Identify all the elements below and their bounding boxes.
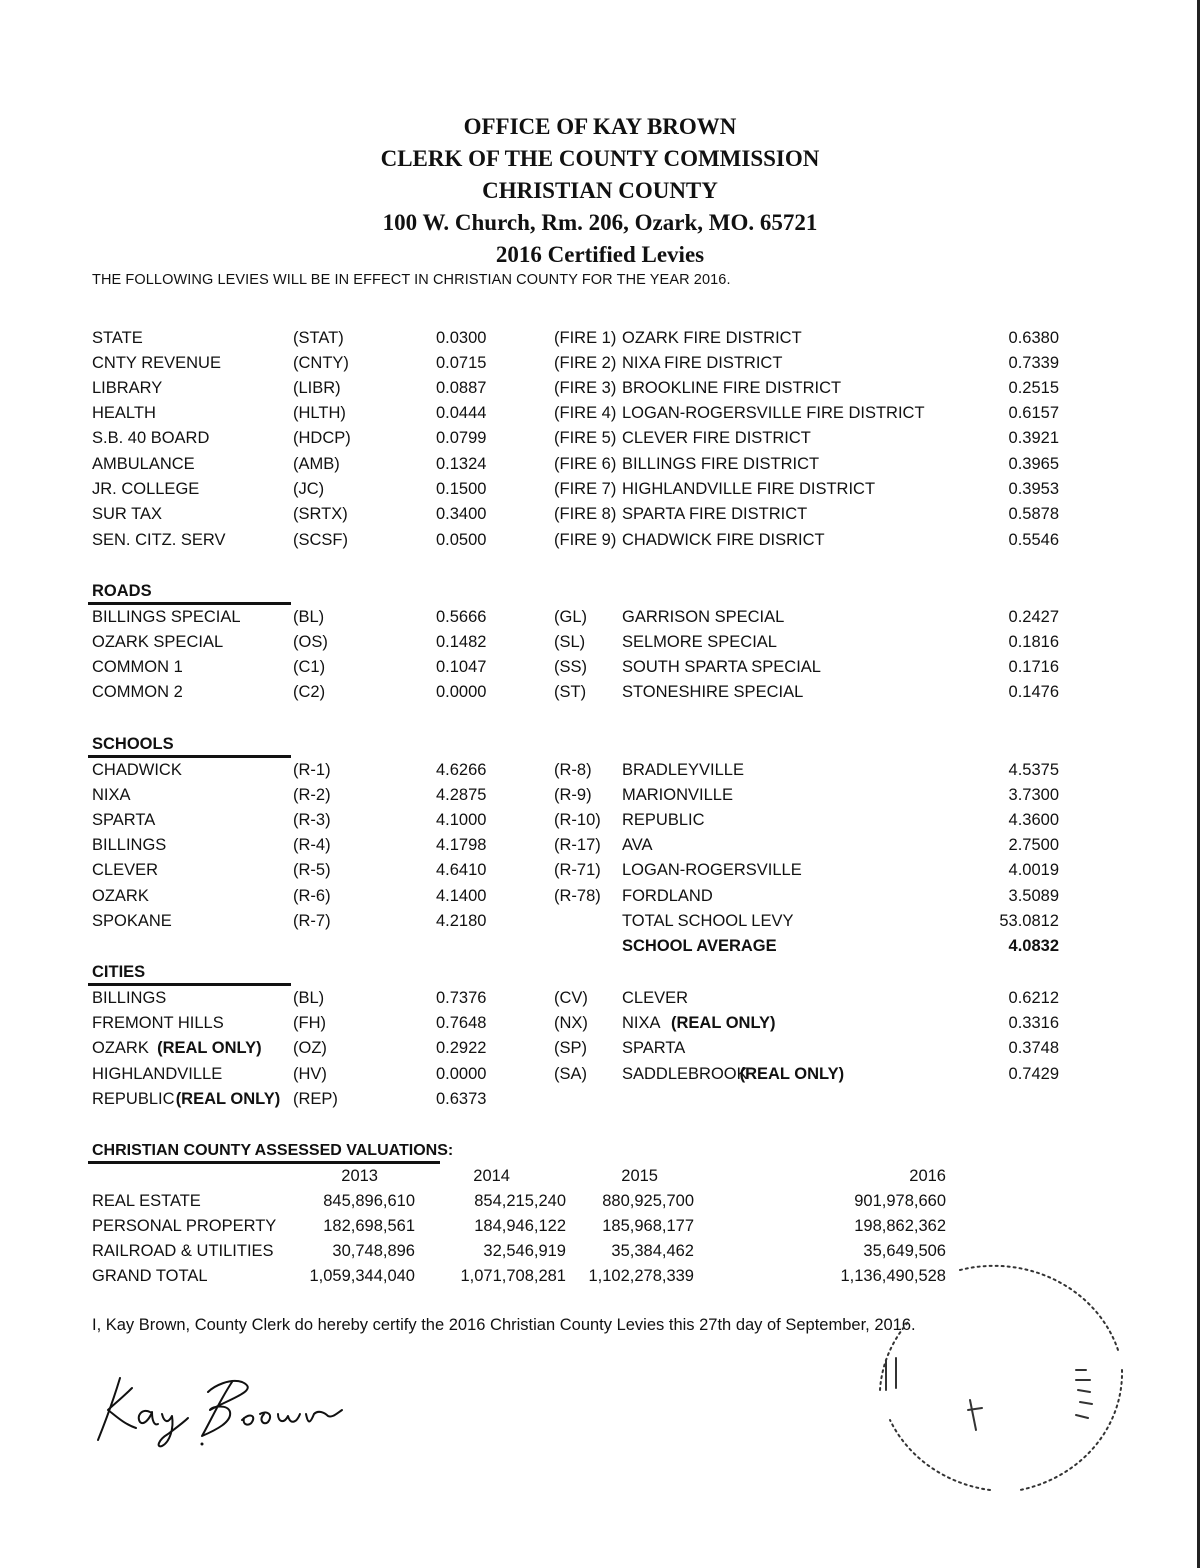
levy-code: (R-4) xyxy=(293,836,331,854)
levy-code: (HV) xyxy=(293,1065,327,1083)
levy-value-2: 0.2427 xyxy=(1008,608,1059,626)
levy-name: BILLINGS SPECIAL xyxy=(92,608,241,626)
valuation-amount: 35,384,462 xyxy=(611,1242,694,1260)
levy-code: (OS) xyxy=(293,633,328,651)
levy-name-2-qualifier: (REAL ONLY) xyxy=(739,1065,845,1083)
levy-value-2: 0.5878 xyxy=(1008,505,1059,523)
levy-name: SEN. CITZ. SERV xyxy=(92,531,226,549)
levy-name: CHADWICK xyxy=(92,761,182,779)
levy-name: HIGHLANDVILLE xyxy=(92,1065,223,1083)
levy-code-2: (FIRE 6) xyxy=(554,455,617,473)
levy-code-2: (R-78) xyxy=(554,887,601,905)
levy-code: (FH) xyxy=(293,1014,326,1032)
levy-name-2: REPUBLIC xyxy=(622,811,705,829)
levy-value-2: 0.1716 xyxy=(1008,658,1059,676)
levy-name-2: FORDLAND xyxy=(622,887,713,905)
valuation-amount: 845,896,610 xyxy=(323,1192,415,1210)
cities-heading: CITIES xyxy=(92,963,146,981)
school-levy-row xyxy=(0,858,1200,883)
levy-code: (HDCP) xyxy=(293,429,351,447)
road-levy-row xyxy=(0,655,1200,680)
levy-code: (R-1) xyxy=(293,761,331,779)
valuation-amount: 854,215,240 xyxy=(474,1192,566,1210)
levy-name: OZARK xyxy=(92,1039,149,1057)
general-levy-row xyxy=(0,376,1200,401)
levy-value-2: 53.0812 xyxy=(999,912,1059,930)
levy-name: COMMON 1 xyxy=(92,658,183,676)
valuation-amount: 184,946,122 xyxy=(474,1217,566,1235)
levy-name: BILLINGS xyxy=(92,836,167,854)
levy-name-2: NIXA FIRE DISTRICT xyxy=(622,354,783,372)
levy-value: 4.6266 xyxy=(436,761,487,779)
levy-name-2: HIGHLANDVILLE FIRE DISTRICT xyxy=(622,480,876,498)
levy-name: LIBRARY xyxy=(92,379,163,397)
levy-value: 4.1400 xyxy=(436,887,487,905)
levy-name: HEALTH xyxy=(92,404,156,422)
levy-value: 0.1047 xyxy=(436,658,487,676)
levy-code-2: (FIRE 3) xyxy=(554,379,617,397)
levy-value: 4.1798 xyxy=(436,836,487,854)
levy-code-2: (SS) xyxy=(554,658,587,676)
levy-code: (R-3) xyxy=(293,811,331,829)
levy-name: COMMON 2 xyxy=(92,683,183,701)
levy-code: (LIBR) xyxy=(293,379,341,397)
levy-name-qualifier: (REAL ONLY) xyxy=(175,1090,281,1108)
levy-name: CNTY REVENUE xyxy=(92,354,221,372)
levy-code-2: (NX) xyxy=(554,1014,588,1032)
levy-value-2: 0.6212 xyxy=(1008,989,1059,1007)
levy-value: 0.6373 xyxy=(436,1090,487,1108)
levy-name-2: OZARK FIRE DISTRICT xyxy=(622,329,802,347)
levy-name: NIXA xyxy=(92,786,131,804)
valuation-amount: 182,698,561 xyxy=(323,1217,415,1235)
valuation-year: 2014 xyxy=(473,1167,510,1185)
levy-value: 0.0444 xyxy=(436,404,487,422)
levy-code: (SRTX) xyxy=(293,505,348,523)
levy-code: (REP) xyxy=(293,1090,338,1108)
general-levy-row xyxy=(0,452,1200,477)
levy-name: S.B. 40 BOARD xyxy=(92,429,210,447)
levy-value-2: 0.6380 xyxy=(1008,329,1059,347)
levy-code: (R-7) xyxy=(293,912,331,930)
city-levy-row xyxy=(0,1011,1200,1036)
levy-value-2: 0.3921 xyxy=(1008,429,1059,447)
levy-value: 0.1500 xyxy=(436,480,487,498)
school-average-row xyxy=(0,934,1200,959)
levy-value: 0.0500 xyxy=(436,531,487,549)
levy-name-2: SADDLEBROOK xyxy=(622,1065,748,1083)
valuation-label: RAILROAD & UTILITIES xyxy=(92,1242,274,1260)
levy-value: 0.0000 xyxy=(436,1065,487,1083)
levy-value: 0.0715 xyxy=(436,354,487,372)
city-levy-row xyxy=(0,1062,1200,1087)
levy-name: BILLINGS xyxy=(92,989,167,1007)
levy-value-2: 0.2515 xyxy=(1008,379,1059,397)
valuation-amount: 32,546,919 xyxy=(483,1242,566,1260)
levy-value-2: 3.5089 xyxy=(1008,887,1059,905)
levy-value: 0.0799 xyxy=(436,429,487,447)
school-levy-row xyxy=(0,884,1200,909)
levy-code-2: (FIRE 8) xyxy=(554,505,617,523)
levy-name-2: SPARTA FIRE DISTRICT xyxy=(622,505,808,523)
levy-name-2: BROOKLINE FIRE DISTRICT xyxy=(622,379,842,397)
valuation-amount: 30,748,896 xyxy=(332,1242,415,1260)
levy-value: 4.1000 xyxy=(436,811,487,829)
general-levy-row xyxy=(0,401,1200,426)
levy-code-2: (SP) xyxy=(554,1039,587,1057)
levy-name-2: NIXA xyxy=(622,1014,661,1032)
levy-code-2: (R-9) xyxy=(554,786,592,804)
levy-name-2: SOUTH SPARTA SPECIAL xyxy=(622,658,821,676)
levy-code-2: (FIRE 2) xyxy=(554,354,617,372)
valuation-label: REAL ESTATE xyxy=(92,1192,201,1210)
levy-name-2: TOTAL SCHOOL LEVY xyxy=(622,912,794,930)
schools-heading: SCHOOLS xyxy=(92,735,174,753)
levy-code-2: (R-8) xyxy=(554,761,592,779)
levy-code: (JC) xyxy=(293,480,325,498)
levy-value-2: 0.3965 xyxy=(1008,455,1059,473)
valuations-heading: CHRISTIAN COUNTY ASSESSED VALUATIONS: xyxy=(92,1142,454,1159)
levy-code: (R-5) xyxy=(293,861,331,879)
intro-text: THE FOLLOWING LEVIES WILL BE IN EFFECT IN CHRISTIAN COUNTY FOR THE YEAR 2016. xyxy=(92,272,731,288)
levy-value: 0.2922 xyxy=(436,1039,487,1057)
levy-name: AMBULANCE xyxy=(92,455,195,473)
valuation-label: PERSONAL PROPERTY xyxy=(92,1217,277,1235)
levy-value-2: 0.6157 xyxy=(1008,404,1059,422)
roads-heading: ROADS xyxy=(92,582,152,600)
levy-value: 4.2180 xyxy=(436,912,487,930)
levy-code: (C1) xyxy=(293,658,326,676)
valuation-amount: 1,136,490,528 xyxy=(840,1267,946,1285)
levy-code-2: (FIRE 4) xyxy=(554,404,617,422)
levy-value-2: 0.3316 xyxy=(1008,1014,1059,1032)
valuation-year: 2015 xyxy=(621,1167,658,1185)
county-title: CHRISTIAN COUNTY xyxy=(482,178,718,203)
levy-code: (AMB) xyxy=(293,455,340,473)
levy-name: SUR TAX xyxy=(92,505,162,523)
valuation-row xyxy=(0,1189,1200,1214)
levy-code: (C2) xyxy=(293,683,326,701)
general-levy-row xyxy=(0,351,1200,376)
valuation-amount: 198,862,362 xyxy=(854,1217,946,1235)
levy-code-2: (SA) xyxy=(554,1065,587,1083)
levy-value-2: 0.1476 xyxy=(1008,683,1059,701)
signature-image xyxy=(92,1370,372,1450)
levy-code: (R-2) xyxy=(293,786,331,804)
valuation-row xyxy=(0,1214,1200,1239)
valuation-amount: 35,649,506 xyxy=(863,1242,946,1260)
levy-value-2: 0.1816 xyxy=(1008,633,1059,651)
road-levy-row xyxy=(0,630,1200,655)
address: 100 W. Church, Rm. 206, Ozark, MO. 65721 xyxy=(382,210,818,235)
office-title: OFFICE OF KAY BROWN xyxy=(463,114,737,139)
valuation-label: GRAND TOTAL xyxy=(92,1267,208,1285)
valuation-amount: 1,102,278,339 xyxy=(588,1267,694,1285)
levy-code-2: (CV) xyxy=(554,989,588,1007)
levy-value-2: 0.5546 xyxy=(1008,531,1059,549)
document-title: 2016 Certified Levies xyxy=(495,242,705,267)
levy-code-2: (FIRE 1) xyxy=(554,329,617,347)
levy-code-2: (ST) xyxy=(554,683,587,701)
valuation-amount: 1,071,708,281 xyxy=(460,1267,566,1285)
levy-code-2: (FIRE 7) xyxy=(554,480,617,498)
levy-value: 0.1324 xyxy=(436,455,487,473)
levy-name: FREMONT HILLS xyxy=(92,1014,224,1032)
levy-code-2: (FIRE 9) xyxy=(554,531,617,549)
levy-name-2-qualifier: (REAL ONLY) xyxy=(671,1014,776,1032)
levy-value: 4.6410 xyxy=(436,861,487,879)
clerk-title: CLERK OF THE COUNTY COMMISSION xyxy=(380,146,820,171)
levy-value: 0.3400 xyxy=(436,505,487,523)
levy-name-2: STONESHIRE SPECIAL xyxy=(622,683,804,701)
general-levy-row xyxy=(0,426,1200,451)
levy-code: (OZ) xyxy=(293,1039,327,1057)
levy-name-2: MARIONVILLE xyxy=(622,786,733,804)
city-levy-row xyxy=(0,1087,1200,1112)
levy-name: OZARK xyxy=(92,887,149,905)
general-levy-row xyxy=(0,326,1200,351)
levy-code: (CNTY) xyxy=(293,354,349,372)
valuation-year-header xyxy=(0,1164,1200,1189)
levy-value-2: 4.3600 xyxy=(1008,811,1059,829)
levy-value-2: 4.5375 xyxy=(1008,761,1059,779)
levy-code: (BL) xyxy=(293,989,325,1007)
school-levy-row xyxy=(0,909,1200,934)
levy-value: 0.0300 xyxy=(436,329,487,347)
levy-name: SPOKANE xyxy=(92,912,172,930)
levy-value-2: 0.3953 xyxy=(1008,480,1059,498)
levy-name-2: LOGAN-ROGERSVILLE FIRE DISTRICT xyxy=(622,404,925,422)
school-levy-row xyxy=(0,808,1200,833)
certification-statement: I, Kay Brown, County Clerk do hereby certify the 2016 Christian County Levies this 27th day of September, 2016. xyxy=(92,1316,916,1334)
levy-name-2: GARRISON SPECIAL xyxy=(622,608,785,626)
school-levy-row xyxy=(0,783,1200,808)
levy-code-2: (R-10) xyxy=(554,811,601,829)
school-average-value: 4.0832 xyxy=(1008,937,1059,955)
levy-name-qualifier: (REAL ONLY) xyxy=(157,1039,262,1057)
levy-value: 0.1482 xyxy=(436,633,487,651)
levy-name: SPARTA xyxy=(92,811,156,829)
levy-name-2: BRADLEYVILLE xyxy=(622,761,744,779)
levy-value: 0.0887 xyxy=(436,379,487,397)
valuation-amount: 901,978,660 xyxy=(854,1192,946,1210)
levy-code: (BL) xyxy=(293,608,325,626)
levy-code: (R-6) xyxy=(293,887,331,905)
levy-name-2: CLEVER xyxy=(622,989,689,1007)
levy-value: 0.7376 xyxy=(436,989,487,1007)
levy-code-2: (SL) xyxy=(554,633,586,651)
valuation-year: 2013 xyxy=(341,1167,378,1185)
levy-name-2: SELMORE SPECIAL xyxy=(622,633,777,651)
county-seal-stamp xyxy=(850,1240,1150,1510)
levy-name-2: SPARTA xyxy=(622,1039,686,1057)
levy-code: (STAT) xyxy=(293,329,344,347)
valuation-amount: 185,968,177 xyxy=(602,1217,694,1235)
levy-code: (SCSF) xyxy=(293,531,348,549)
levy-value: 0.0000 xyxy=(436,683,487,701)
levy-value-2: 3.7300 xyxy=(1008,786,1059,804)
school-levy-row xyxy=(0,758,1200,783)
valuation-year: 2016 xyxy=(909,1167,946,1185)
levy-code: (HLTH) xyxy=(293,404,346,422)
levy-value-2: 4.0019 xyxy=(1008,861,1059,879)
general-levy-row xyxy=(0,528,1200,553)
levy-code-2: (R-71) xyxy=(554,861,601,879)
levy-value-2: 0.3748 xyxy=(1008,1039,1059,1057)
levy-name-2: CHADWICK FIRE DISRICT xyxy=(622,531,825,549)
valuation-amount: 1,059,344,040 xyxy=(309,1267,415,1285)
road-levy-row xyxy=(0,605,1200,630)
levy-code-2: (R-17) xyxy=(554,836,601,854)
levy-value-2: 0.7339 xyxy=(1008,354,1059,372)
levy-name-2: AVA xyxy=(622,836,653,854)
levy-name-2: CLEVER FIRE DISTRICT xyxy=(622,429,811,447)
levy-name: JR. COLLEGE xyxy=(92,480,200,498)
levy-name: STATE xyxy=(92,329,143,347)
levy-name: CLEVER xyxy=(92,861,159,879)
levy-name-2: LOGAN-ROGERSVILLE xyxy=(622,861,802,879)
levy-value-2: 0.7429 xyxy=(1008,1065,1059,1083)
levy-name-2: BILLINGS FIRE DISTRICT xyxy=(622,455,820,473)
levy-code-2: (FIRE 5) xyxy=(554,429,617,447)
city-levy-row xyxy=(0,986,1200,1011)
general-levy-row xyxy=(0,477,1200,502)
general-levy-row xyxy=(0,502,1200,527)
levy-value-2: 2.7500 xyxy=(1008,836,1059,854)
levy-code-2: (GL) xyxy=(554,608,587,626)
road-levy-row xyxy=(0,680,1200,705)
school-average-label: SCHOOL AVERAGE xyxy=(622,937,777,955)
levy-name: REPUBLIC xyxy=(92,1090,175,1108)
levy-value: 0.7648 xyxy=(436,1014,487,1032)
levy-value: 0.5666 xyxy=(436,608,487,626)
valuation-amount: 880,925,700 xyxy=(602,1192,694,1210)
city-levy-row xyxy=(0,1036,1200,1061)
levy-name: OZARK SPECIAL xyxy=(92,633,224,651)
levy-value: 4.2875 xyxy=(436,786,487,804)
school-levy-row xyxy=(0,833,1200,858)
